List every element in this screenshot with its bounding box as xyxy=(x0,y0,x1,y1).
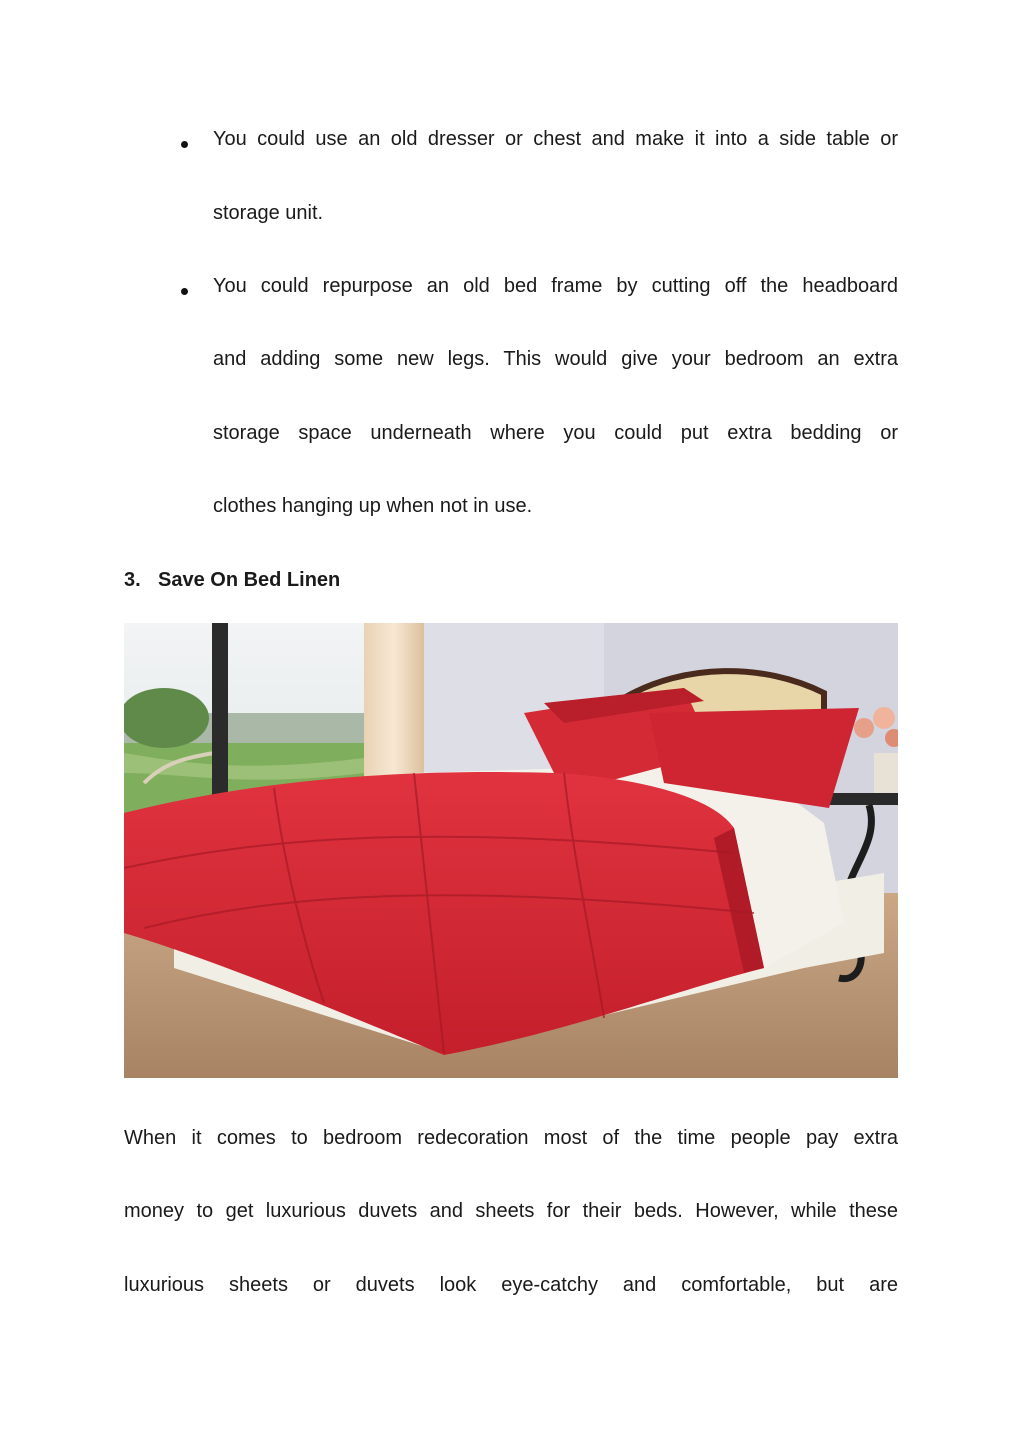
bullet-marker xyxy=(181,288,188,295)
bedroom-photo xyxy=(124,623,898,1078)
bullet-2-line-2: and adding some new legs. This would give your bedroom an extra xyxy=(213,348,898,370)
bullet-1-line-1: You could use an old dresser or chest and make it into a side table or xyxy=(213,128,898,150)
paragraph-line-3: luxurious sheets or duvets look eye-catchy and comfortable, but are xyxy=(124,1274,898,1296)
paragraph-line-2: money to get luxurious duvets and sheets for their beds. However, while these xyxy=(124,1200,898,1222)
bullet-2-line-1: You could repurpose an old bed frame by cutting off the headboard xyxy=(213,275,898,297)
section-title: Save On Bed Linen xyxy=(158,569,341,591)
bullet-marker xyxy=(181,141,188,148)
bullet-2-line-4: clothes hanging up when not in use. xyxy=(213,495,533,517)
bullet-2-line-3: storage space underneath where you could put extra bedding or xyxy=(213,422,898,444)
paragraph-line-1: When it comes to bedroom redecoration most of the time people pay extra xyxy=(124,1127,898,1149)
section-number: 3. xyxy=(124,569,141,591)
bullet-1-line-2: storage unit. xyxy=(213,202,324,224)
